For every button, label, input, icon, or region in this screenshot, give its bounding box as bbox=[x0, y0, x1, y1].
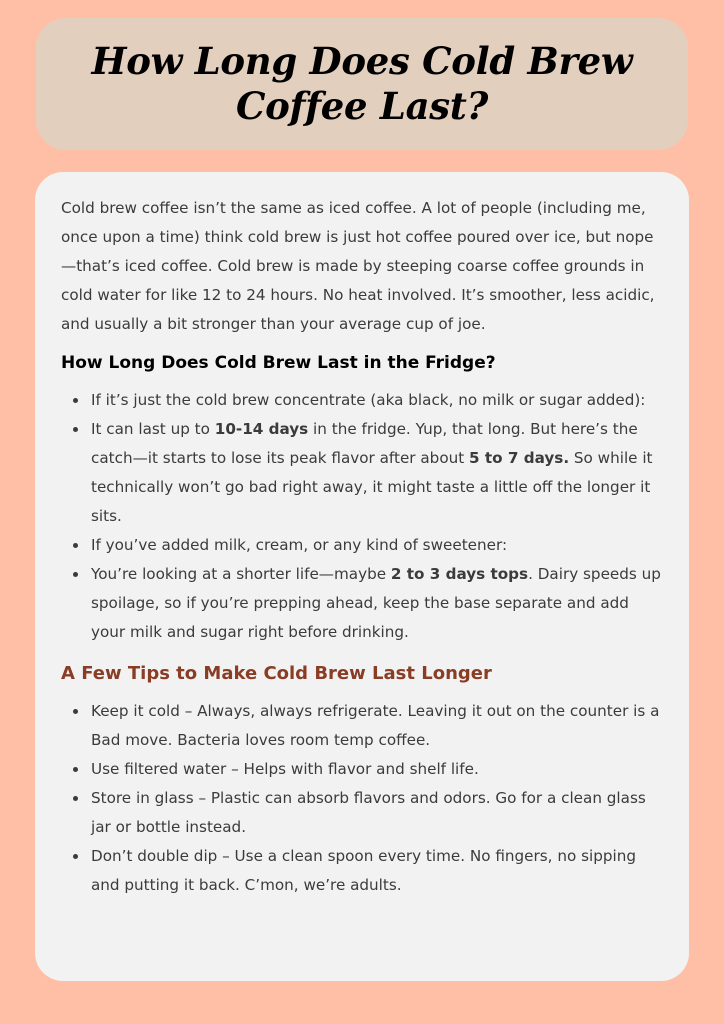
title-banner bbox=[36, 18, 688, 150]
bold-text: 2 to 3 days tops bbox=[390, 565, 529, 583]
list-item: Use filtered water – Helps with flavor and shelf life. bbox=[91, 755, 663, 784]
list-item: Store in glass – Plastic can absorb flavors and odors. Go for a clean glass jar or bottle instead. bbox=[91, 784, 663, 842]
list-item: If it’s just the cold brew concentrate (aka black, no milk or sugar added): bbox=[91, 386, 663, 415]
item-text: You’re looking at a shorter life—maybe bbox=[91, 565, 391, 583]
content-card bbox=[35, 172, 689, 981]
bold-text: 5 to 7 days. bbox=[469, 449, 570, 467]
tips-list bbox=[61, 697, 663, 900]
list-item bbox=[91, 415, 663, 531]
list-item: Don’t double dip – Use a clean spoon every time. No fingers, no sipping and putting it back. C’mon, we’re adults. bbox=[91, 842, 663, 900]
item-text: So while it technically won’t go bad right away, it might taste a little off the longer it sits. bbox=[91, 449, 653, 525]
intro-paragraph: Cold brew coffee isn’t the same as iced coffee. A lot of people (including me, once upon a time) think cold brew is just hot coffee poured over ice, but nope—that’s iced coffee. Cold brew is made by steeping coarse coffee grounds in cold water for like 12 to 24 hours. No heat involved. It’s smoother, less acidic, and usually a bit stronger than your average cup of joe. bbox=[61, 199, 655, 333]
page-title: How Long Does Cold Brew Coffee Last? bbox=[91, 39, 633, 128]
tips-heading: A Few Tips to Make Cold Brew Last Longer bbox=[61, 663, 492, 684]
item-text: in the fridge. Yup, that long. But here’s the catch—it starts to lose its peak flavor after about bbox=[91, 420, 638, 467]
list-item: Keep it cold – Always, always refrigerate. Leaving it out on the counter is a Bad move. Bacteria loves room temp coffee. bbox=[91, 697, 663, 755]
fridge-heading: How Long Does Cold Brew Last in the Fridge? bbox=[61, 353, 496, 373]
bold-text: 10-14 days bbox=[214, 420, 309, 438]
fridge-list bbox=[61, 386, 663, 647]
item-text: It can last up to bbox=[91, 420, 215, 438]
item-text: . Dairy speeds up spoilage, so if you’re prepping ahead, keep the base separate and add your milk and sugar right before drinking. bbox=[91, 565, 661, 641]
list-item: If you’ve added milk, cream, or any kind of sweetener: bbox=[91, 531, 663, 560]
list-item bbox=[91, 560, 663, 647]
